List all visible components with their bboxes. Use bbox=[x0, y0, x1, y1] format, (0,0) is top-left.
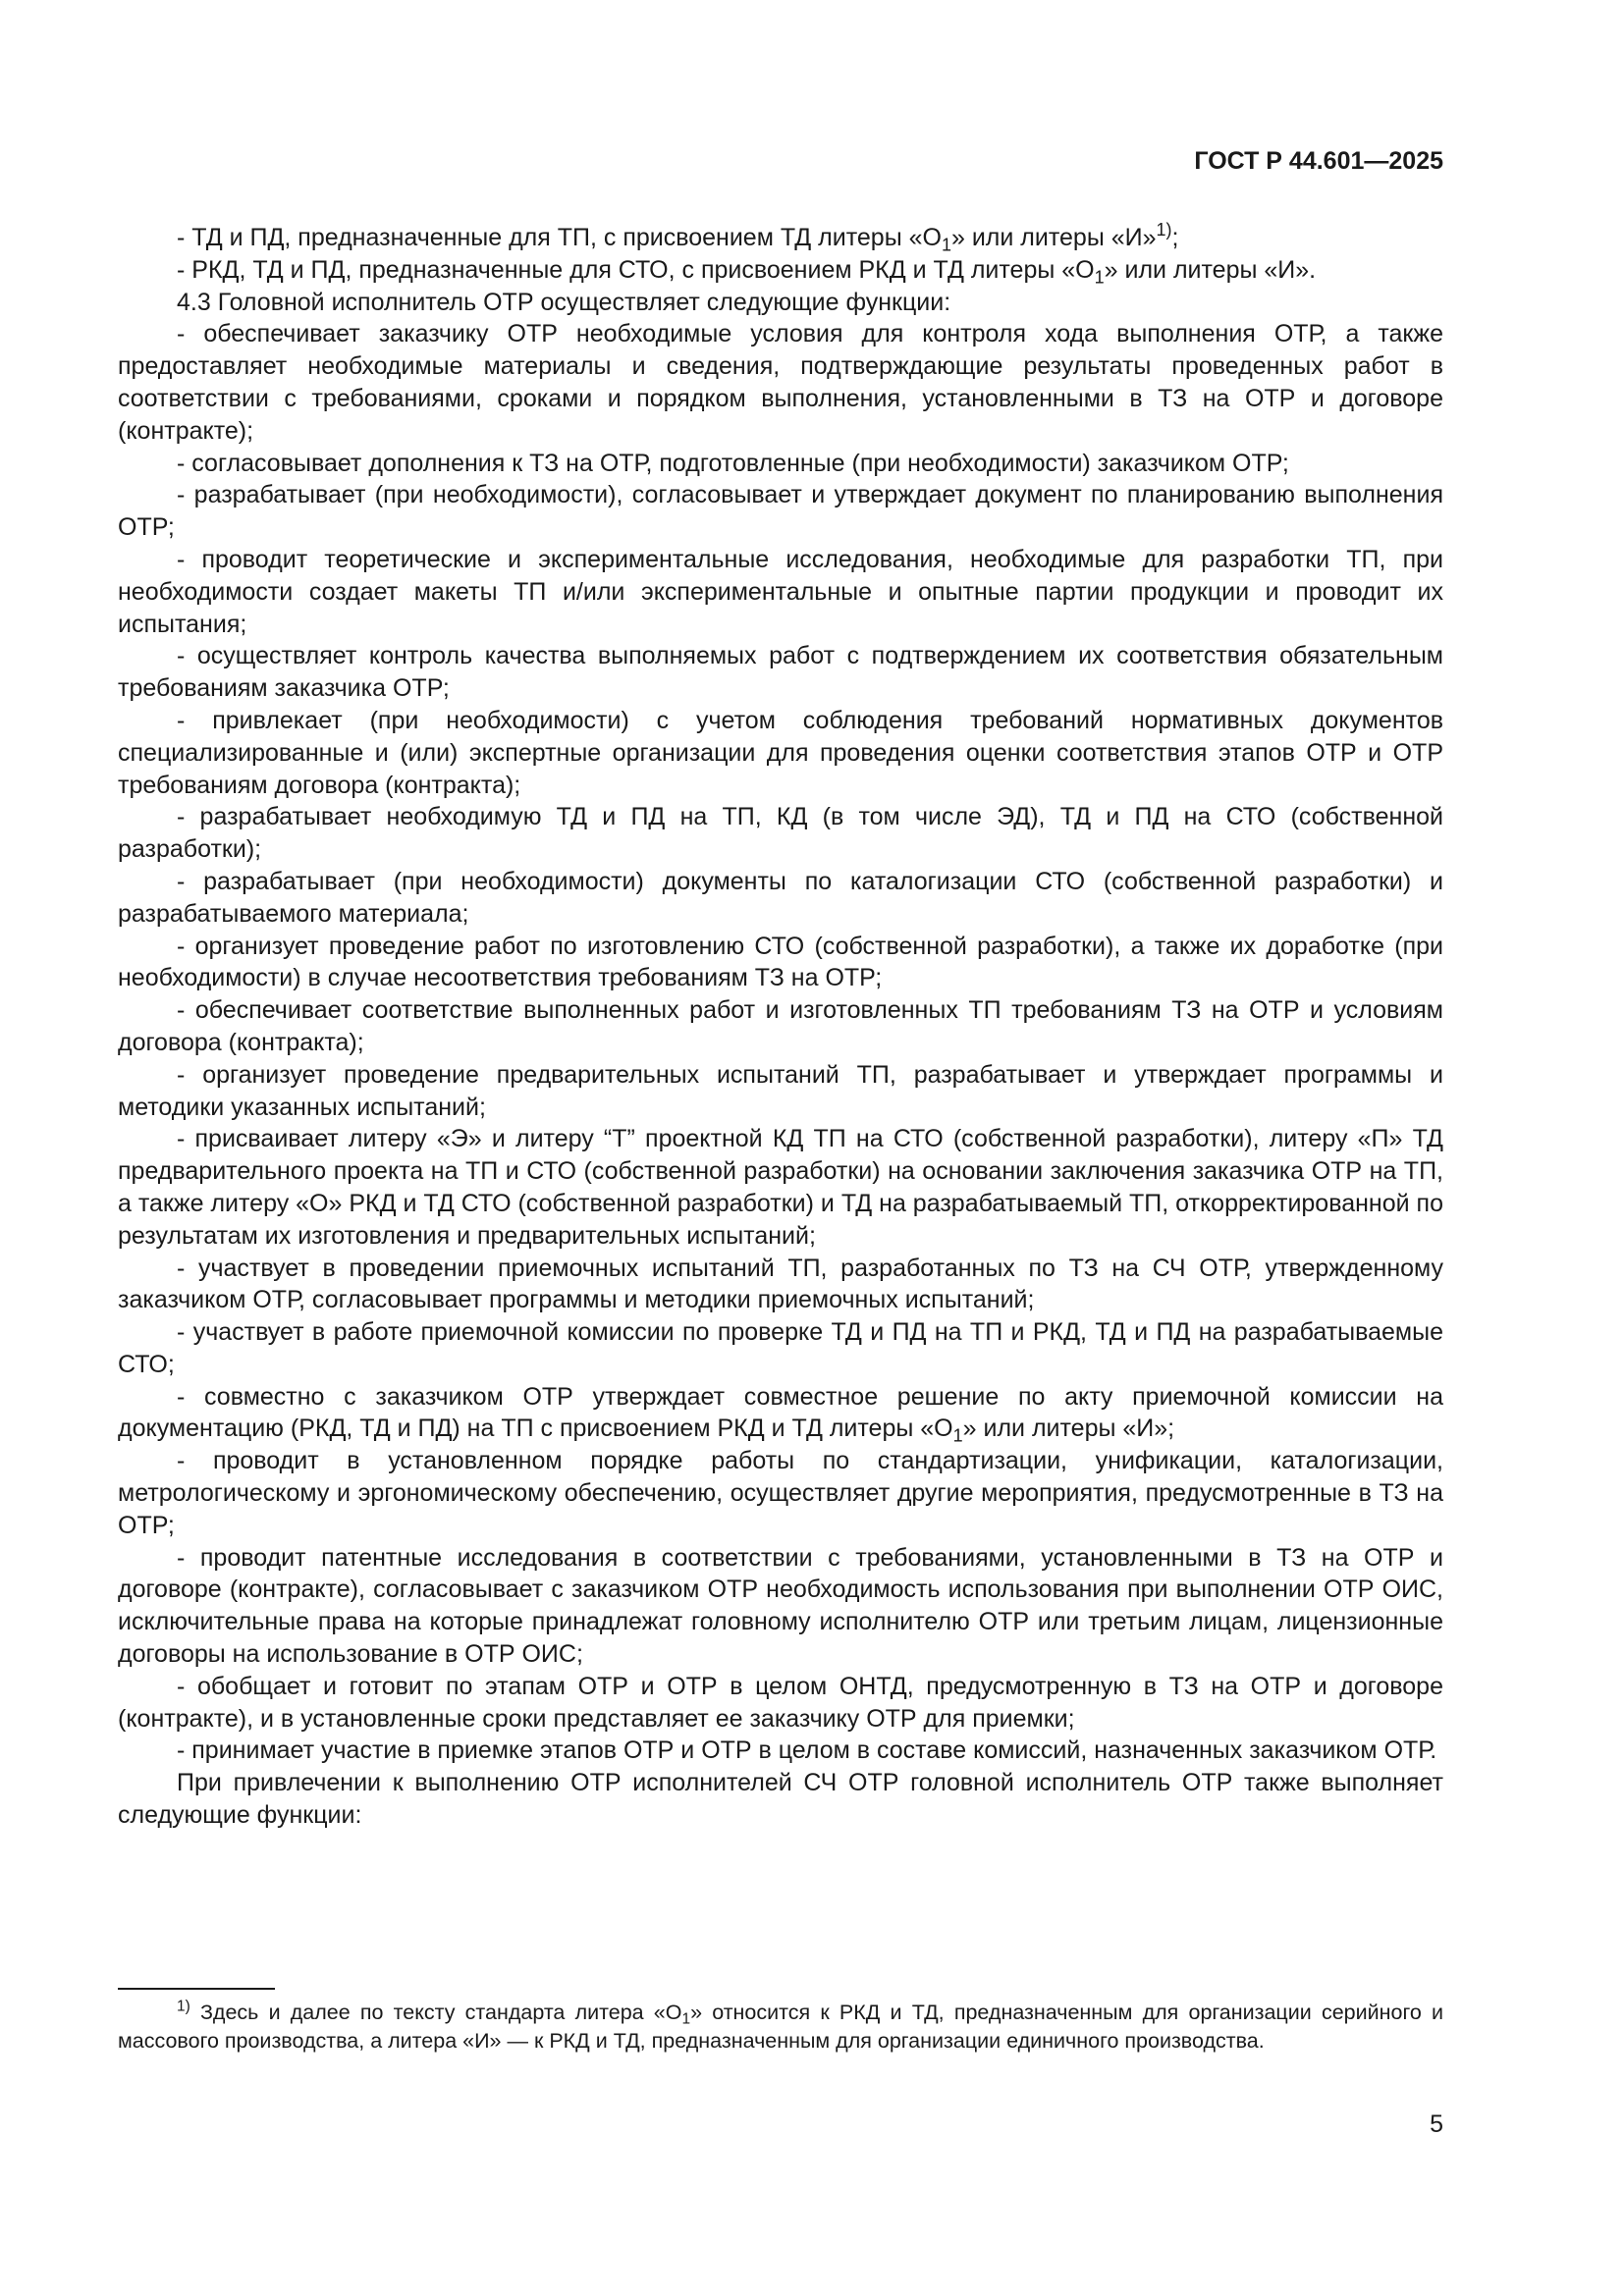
list-item: - ТД и ПД, предназначенные для ТП, с присвоением ТД литеры «$О_1$» или литеры «И»$^{1)}$; bbox=[177, 220, 1179, 255]
list-item: - организует проведение работ по изготовлению СТО (собственной разработки), а также их доработке (при необходимости) в случае несоответствия требованиям ТЗ на ОТР; bbox=[118, 932, 1443, 992]
list-item: - участвует в проведении приемочных испытаний ТП, разработанных по ТЗ на СЧ ОТР, утвержденному заказчиком ОТР, согласовывает программы и методики приемочных испытаний; bbox=[118, 1254, 1443, 1314]
section-4-3: 4.3 Головной исполнитель ОТР осуществляет следующие функции: bbox=[177, 288, 951, 316]
page-number: 5 bbox=[1430, 2110, 1443, 2138]
list-item: - проводит в установленном порядке работы по стандартизации, унификации, каталогизации, метрологическому и эргономическому обеспечению, осуществляет другие мероприятия, предусмотренные в ТЗ на ОТР; bbox=[118, 1447, 1443, 1539]
list-item: - совместно с заказчиком ОТР утверждает совместное решение по акту приемочной комиссии на документацию (РКД, ТД и ПД) на ТП с присвоением РКД и ТД литеры «$О_1$» или литеры «И»; bbox=[118, 1382, 1443, 1446]
list-item: - привлекает (при необходимости) с учетом соблюдения требований нормативных документов специализированные и (или) экспертные организации для проведения оценки соответствия этапов ОТР и ОТР требованиям договора (контракта); bbox=[118, 706, 1443, 799]
list-item: - присваивает литеру «Э» и литеру “Т” проектной КД ТП на СТО (собственной разработки), литеру «П» ТД предварительного проекта на ТП и СТО (собственной разработки) на основании заключения заказчика ОТР на ТП, а также литеру «О» РКД и ТД СТО (собственной разработки) и ТД на разрабатываемый ТП, откорректированной по результатам их изготовления и предварительных испытаний; bbox=[118, 1125, 1443, 1250]
list-item: - согласовывает дополнения к ТЗ на ОТР, подготовленные (при необходимости) заказчиком ОТР; bbox=[177, 449, 1289, 477]
list-item: - участвует в работе приемочной комиссии по проверке ТД и ПД на ТП и РКД, ТД и ПД на разрабатываемые СТО; bbox=[118, 1318, 1443, 1378]
list-item: - осуществляет контроль качества выполняемых работ с подтверждением их соответствия обязательным требованиям заказчика ОТР; bbox=[118, 642, 1443, 703]
list-item: - разрабатывает (при необходимости), согласовывает и утверждает документ по планированию выполнения ОТР; bbox=[118, 481, 1443, 542]
document-header: ГОСТ Р 44.601—2025 bbox=[1194, 147, 1443, 175]
list-item: - обобщает и готовит по этапам ОТР и ОТР в целом ОНТД, предусмотренную в ТЗ на ОТР и договоре (контракте), и в установленные сроки представляет ее заказчику ОТР для приемки; bbox=[118, 1672, 1443, 1733]
list-item: - обеспечивает соответствие выполненных работ и изготовленных ТП требованиям ТЗ на ОТР и условиям договора (контракта); bbox=[118, 996, 1443, 1056]
body-text bbox=[118, 222, 1443, 1832]
list-item: - обеспечивает заказчику ОТР необходимые условия для контроля хода выполнения ОТР, а также предоставляет необходимые материалы и сведения, подтверждающие результаты проведенных работ в соответствии с требованиями, сроками и порядком выполнения, установленными в ТЗ на ОТР и договоре (контракте); bbox=[118, 320, 1443, 445]
footnote: $^{1)}$ Здесь и далее по тексту стандарта литера «$О_1$» относится к РКД и ТД, предназначенным для организации серийного и массового производства, а литера «И» — к РКД и ТД, предназначенным для организации единичного производства. bbox=[118, 1998, 1443, 2053]
list-item: - разрабатывает (при необходимости) документы по каталогизации СТО (собственной разработки) и разрабатываемого материала; bbox=[118, 867, 1443, 928]
closing-paragraph: При привлечении к выполнению ОТР исполнителей СЧ ОТР головной исполнитель ОТР также выполняет следующие функции: bbox=[118, 1769, 1443, 1830]
list-item: - проводит патентные исследования в соответствии с требованиями, установленными в ТЗ на ОТР и договоре (контракте), согласовывает с заказчиком ОТР необходимость использования при выполнении ОТР ОИС, исключительные права на которые принадлежат головному исполнителю ОТР или третьим лицам, лицензионные договоры на использование в ОТР ОИС; bbox=[118, 1543, 1443, 1669]
list-item: - принимает участие в приемке этапов ОТР и ОТР в целом в составе комиссий, назначенных заказчиком ОТР. bbox=[177, 1736, 1437, 1765]
list-item: - организует проведение предварительных испытаний ТП, разрабатывает и утверждает программы и методики указанных испытаний; bbox=[118, 1060, 1443, 1121]
footnote-marker: 1) bbox=[177, 1998, 190, 2015]
footnote-ref: 1) bbox=[1156, 220, 1172, 240]
footnote-divider bbox=[118, 1988, 275, 1990]
list-item: - проводит теоретические и экспериментальные исследования, необходимые для разработки ТП, при необходимости создает макеты ТП и/или экспериментальные и опытные партии продукции и проводит их испытания; bbox=[118, 545, 1443, 638]
list-item: - разрабатывает необходимую ТД и ПД на ТП, КД (в том числе ЭД), ТД и ПД на СТО (собственной разработки); bbox=[118, 803, 1443, 864]
list-item: - РКД, ТД и ПД, предназначенные для СТО, с присвоением РКД и ТД литеры «$О_1$» или литеры «И». bbox=[177, 255, 1317, 288]
